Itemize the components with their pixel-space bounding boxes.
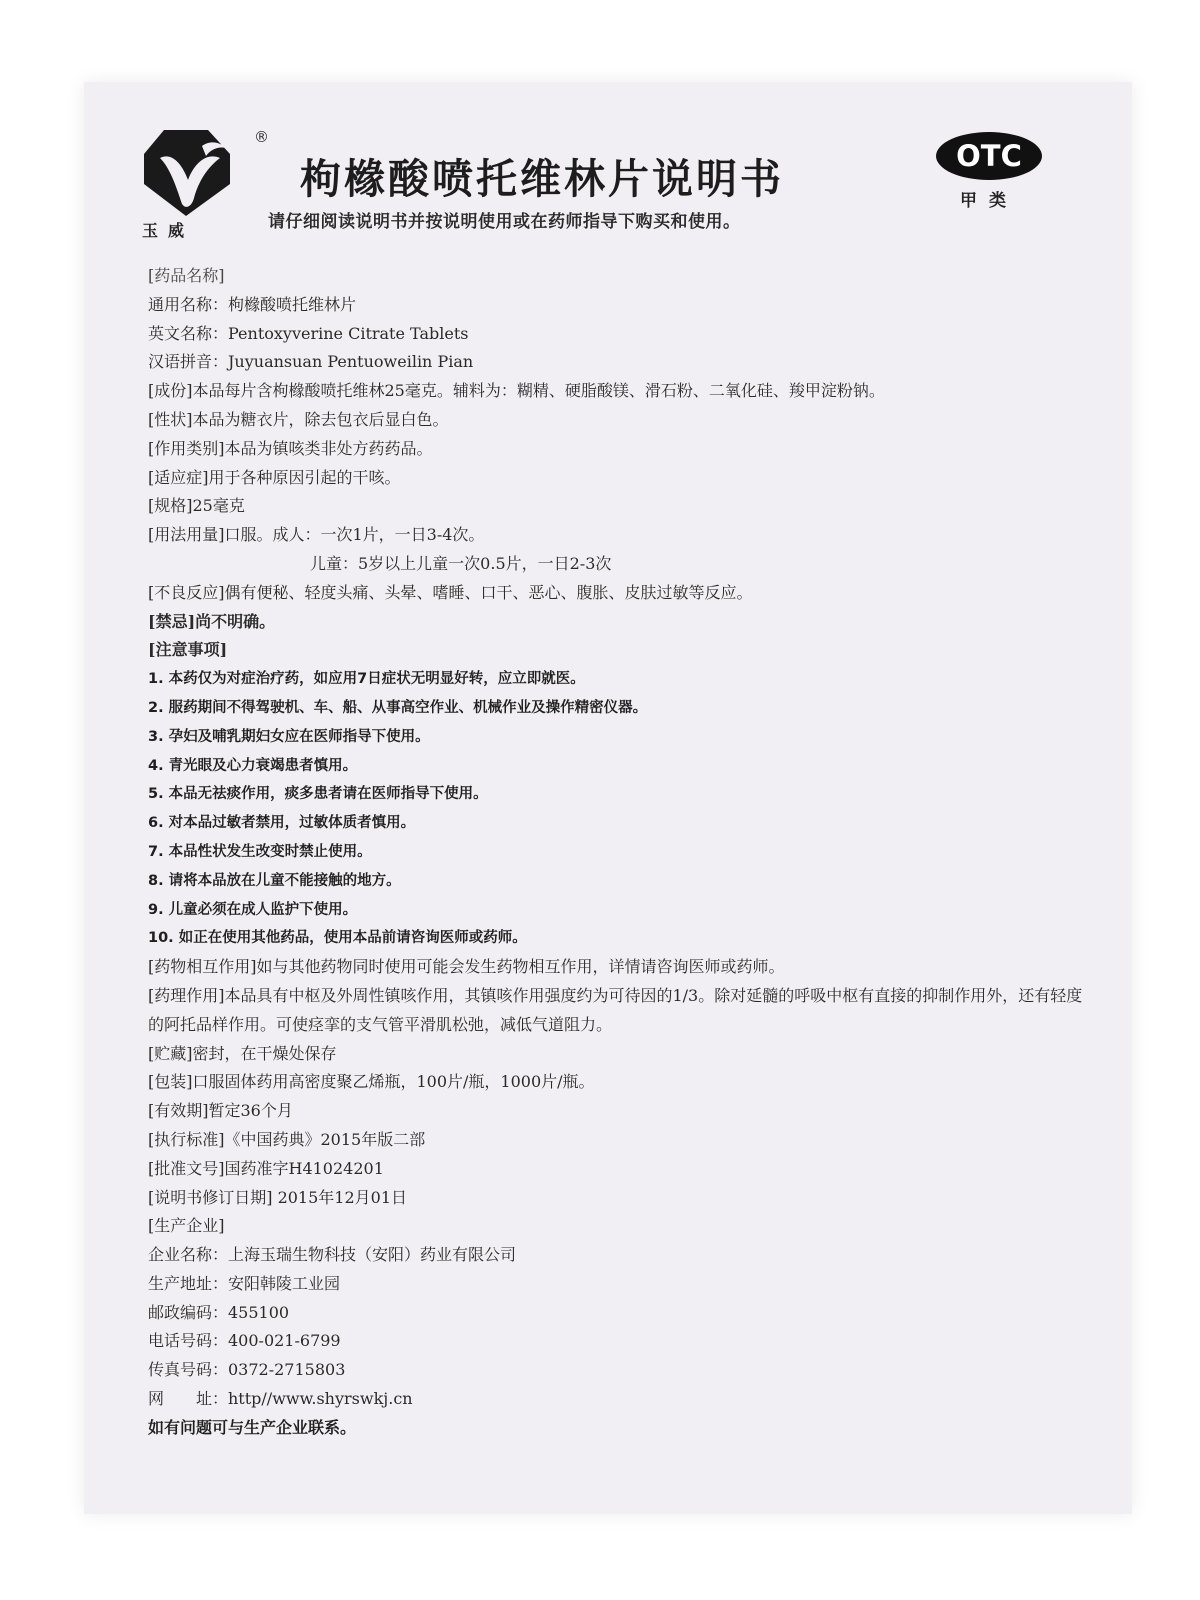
precaution-item: 7. 本品性状发生改变时禁止使用。: [148, 843, 372, 860]
page-subtitle: 请仔细阅读说明书并按说明使用或在药师指导下购买和使用。: [268, 212, 741, 232]
precaution-item: 3. 孕妇及哺乳期妇女应在医师指导下使用。: [148, 728, 430, 745]
english-name: 英文名称：Pentoxyverine Citrate Tablets: [148, 323, 469, 343]
category: [作用类别]本品为镇咳类非处方药药品。: [148, 438, 433, 458]
composition: [成份]本品每片含枸橼酸喷托维林25毫克。辅料为：糊精、硬脂酸镁、滑石粉、二氧化硅、羧甲淀粉钠。: [148, 381, 885, 401]
precautions-heading: [注意事项]: [148, 640, 228, 660]
appearance: [性状]本品为糖衣片，除去包衣后显白色。: [148, 409, 449, 429]
website: 网 址：http//www.shyrswkj.cn: [148, 1389, 413, 1409]
precaution-item: 9. 儿童必须在成人监护下使用。: [148, 901, 358, 918]
precaution-item: 8. 请将本品放在儿童不能接触的地方。: [148, 872, 401, 889]
otc-label: OTC: [956, 139, 1022, 173]
otc-class: 甲类: [960, 191, 1018, 211]
dosage-child: 儿童：5岁以上儿童一次0.5片，一日2-3次: [310, 553, 612, 573]
standard: [执行标准]《中国药典》2015年版二部: [148, 1129, 426, 1149]
common-name: 通用名称：枸橼酸喷托维林片: [148, 294, 357, 314]
storage: [贮藏]密封，在干燥处保存: [148, 1043, 337, 1063]
manufacturer-name: 企业名称：上海玉瑞生物科技（安阳）药业有限公司: [148, 1245, 517, 1265]
specification: [规格]25毫克: [148, 496, 245, 516]
postal-code: 邮政编码：455100: [148, 1302, 290, 1322]
manufacturer-address: 生产地址：安阳韩陵工业园: [148, 1273, 341, 1293]
dosage-adult: [用法用量]口服。成人：一次1片，一日3-4次。: [148, 525, 485, 545]
precaution-item: 6. 对本品过敏者禁用，过敏体质者慎用。: [148, 815, 416, 832]
approval-number: [批准文号]国药准字H41024201: [148, 1158, 384, 1178]
contact-note: 如有问题可与生产企业联系。: [148, 1417, 357, 1437]
pinyin-name: 汉语拼音：Juyuansuan Pentuoweilin Pian: [148, 352, 474, 372]
brand-logo-icon: [136, 124, 242, 224]
revision-date: [说明书修订日期] 2015年12月01日: [148, 1187, 408, 1207]
contraindication: [禁忌]尚不明确。: [148, 611, 276, 631]
drug-interaction: [药物相互作用]如与其他药物同时使用可能会发生药物相互作用，详情请咨询医师或药师。: [148, 957, 785, 977]
drug-name-heading: [药品名称]: [148, 266, 225, 285]
indication: [适应症]用于各种原因引起的干咳。: [148, 467, 401, 487]
pharmacology: [药理作用]本品具有中枢及外周性镇咳作用，其镇咳作用强度约为可待因的1/3。除对延髓的呼吸中枢有直接的抑制作用外，还有轻度的阿托品样作用。可使痉挛的支气管平滑肌松弛，减低气道阻力。: [148, 985, 1083, 1034]
precaution-item: 1. 本药仅为对症治疗药，如应用7日症状无明显好转，应立即就医。: [148, 671, 585, 688]
precaution-item: 2. 服药期间不得驾驶机、车、船、从事高空作业、机械作业及操作精密仪器。: [148, 699, 648, 716]
brand-name: 玉威: [142, 221, 195, 240]
precaution-item: 5. 本品无祛痰作用，痰多患者请在医师指导下使用。: [148, 786, 488, 803]
fax-number: 传真号码：0372-2715803: [148, 1360, 346, 1380]
phone-number: 电话号码：400-021-6799: [148, 1331, 341, 1351]
registered-mark: ®: [254, 128, 269, 146]
page-title: 枸橼酸喷托维林片说明书: [300, 155, 784, 203]
validity: [有效期]暂定36个月: [148, 1101, 293, 1121]
leaflet-body: [148, 262, 1088, 1443]
otc-badge: [936, 132, 1042, 180]
precaution-item: 4. 青光眼及心力衰竭患者慎用。: [148, 757, 358, 774]
manufacturer-heading: [生产企业]: [148, 1216, 225, 1236]
precaution-item: 10. 如正在使用其他药品，使用本品前请咨询医师或药师。: [148, 930, 527, 947]
adverse-reactions: [不良反应]偶有便秘、轻度头痛、头晕、嗜睡、口干、恶心、腹胀、皮肤过敏等反应。: [148, 582, 753, 602]
packaging: [包装]口服固体药用高密度聚乙烯瓶，100片/瓶，1000片/瓶。: [148, 1072, 595, 1092]
